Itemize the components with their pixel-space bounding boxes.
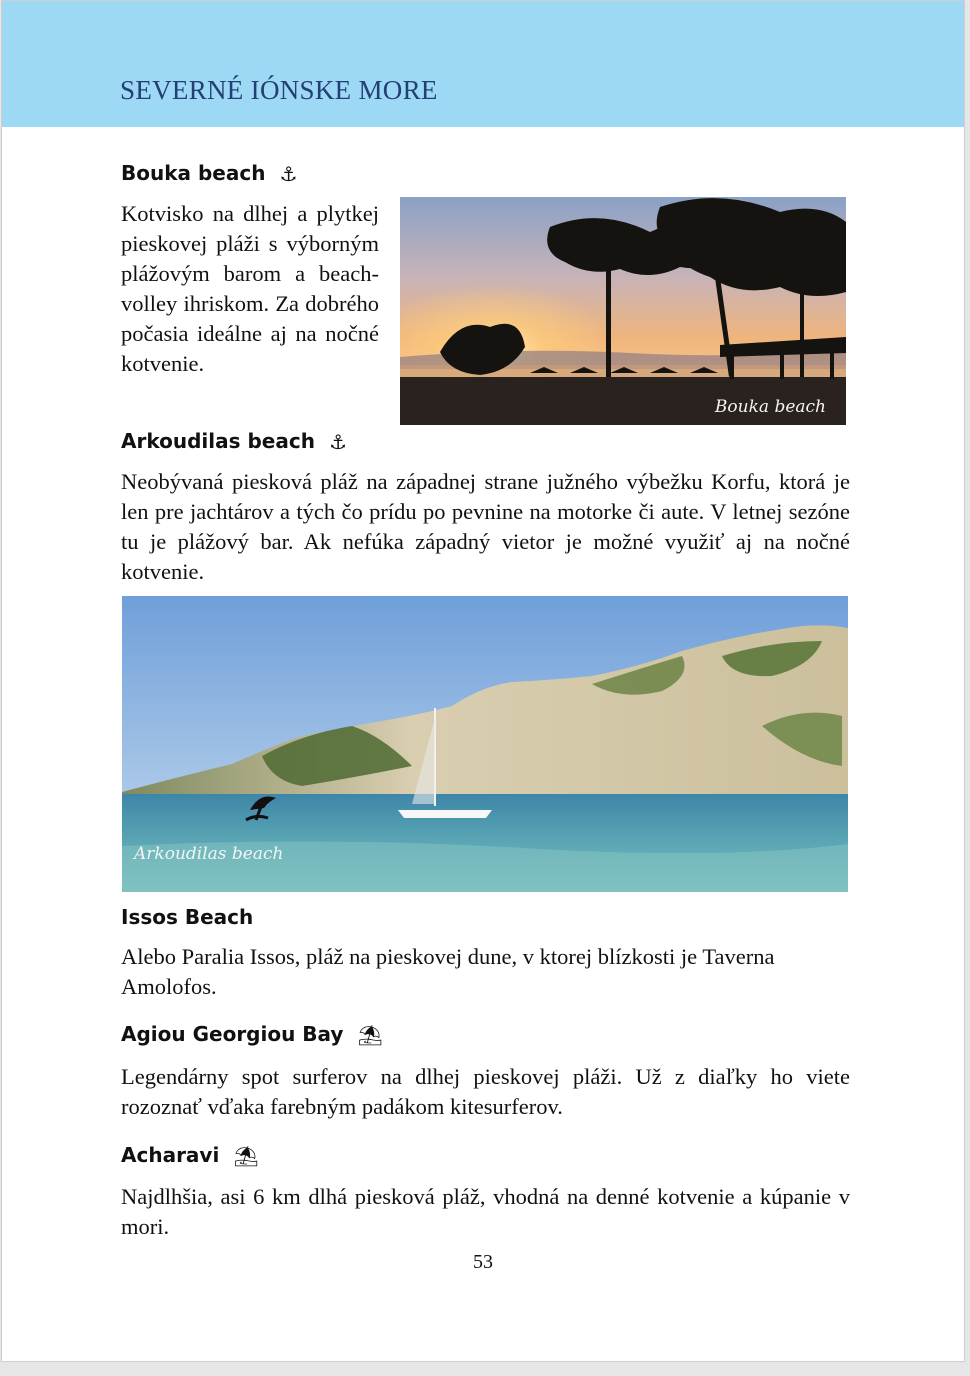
section-heading-agiou-georgiou-bay (121, 1022, 383, 1047)
section-heading-text: Bouka beach (121, 161, 266, 185)
header-band (2, 1, 964, 127)
beach-umbrella-icon: ⛱ (357, 1023, 383, 1047)
photo-caption-arkoudilas-beach: Arkoudilas beach (134, 844, 284, 864)
section-text-arkoudilas-beach: Neobývaná piesková pláž na západnej strane južného výbežku Korfu, ktorá je len pre jachtárov a tých čo prídu po pevnine na motorke či aute. V letnej sezóne tu je plážový bar. Ak nefúka západný vietor je možné využiť aj na nočné kotvenie. (121, 469, 850, 584)
photo-bouka-beach (400, 197, 846, 425)
section-heading-bouka-beach (121, 161, 297, 186)
document-page (1, 0, 965, 1362)
section-text-acharavi: Najdlhšia, asi 6 km dlhá piesková pláž, vhodná na denné kotvenie a kúpanie v mori. (121, 1184, 850, 1239)
section-heading-acharavi (121, 1143, 259, 1168)
page-number: 53 (473, 1251, 493, 1273)
photo-caption-bouka-beach: Bouka beach (714, 397, 826, 417)
beach-umbrella-icon: ⛱ (233, 1144, 259, 1168)
section-heading-text: Agiou Georgiou Bay (121, 1022, 344, 1046)
photo-arkoudilas-beach (122, 596, 848, 892)
section-heading-text: Arkoudilas beach (121, 429, 315, 453)
section-heading-issos-beach (121, 905, 253, 929)
section-heading-text: Acharavi (121, 1143, 220, 1167)
section-text-bouka-beach: Kotvisko na dlhej a plytkej pieskovej pláži s výborným plážovým barom a beach-volley ihriskom. Za dobrého počasia ideálne aj na nočné kotvenie. (121, 201, 379, 376)
section-heading-text: Issos Beach (121, 905, 254, 929)
anchor-icon: ⚓ (328, 430, 347, 454)
section-heading-arkoudilas-beach (121, 429, 347, 454)
section-text-agiou-georgiou-bay: Legendárny spot surferov na dlhej pieskovej pláži. Už z diaľky ho viete rozoznať vďaka farebným padákom kitesurferov. (121, 1064, 850, 1119)
anchor-icon: ⚓ (279, 162, 298, 186)
section-text-issos-beach: Alebo Paralia Issos, pláž na pieskovej dune, v ktorej blízkosti je Taverna Amolofos. (121, 944, 775, 999)
page-header-title: SEVERNÉ IÓNSKE MORE (120, 75, 438, 105)
